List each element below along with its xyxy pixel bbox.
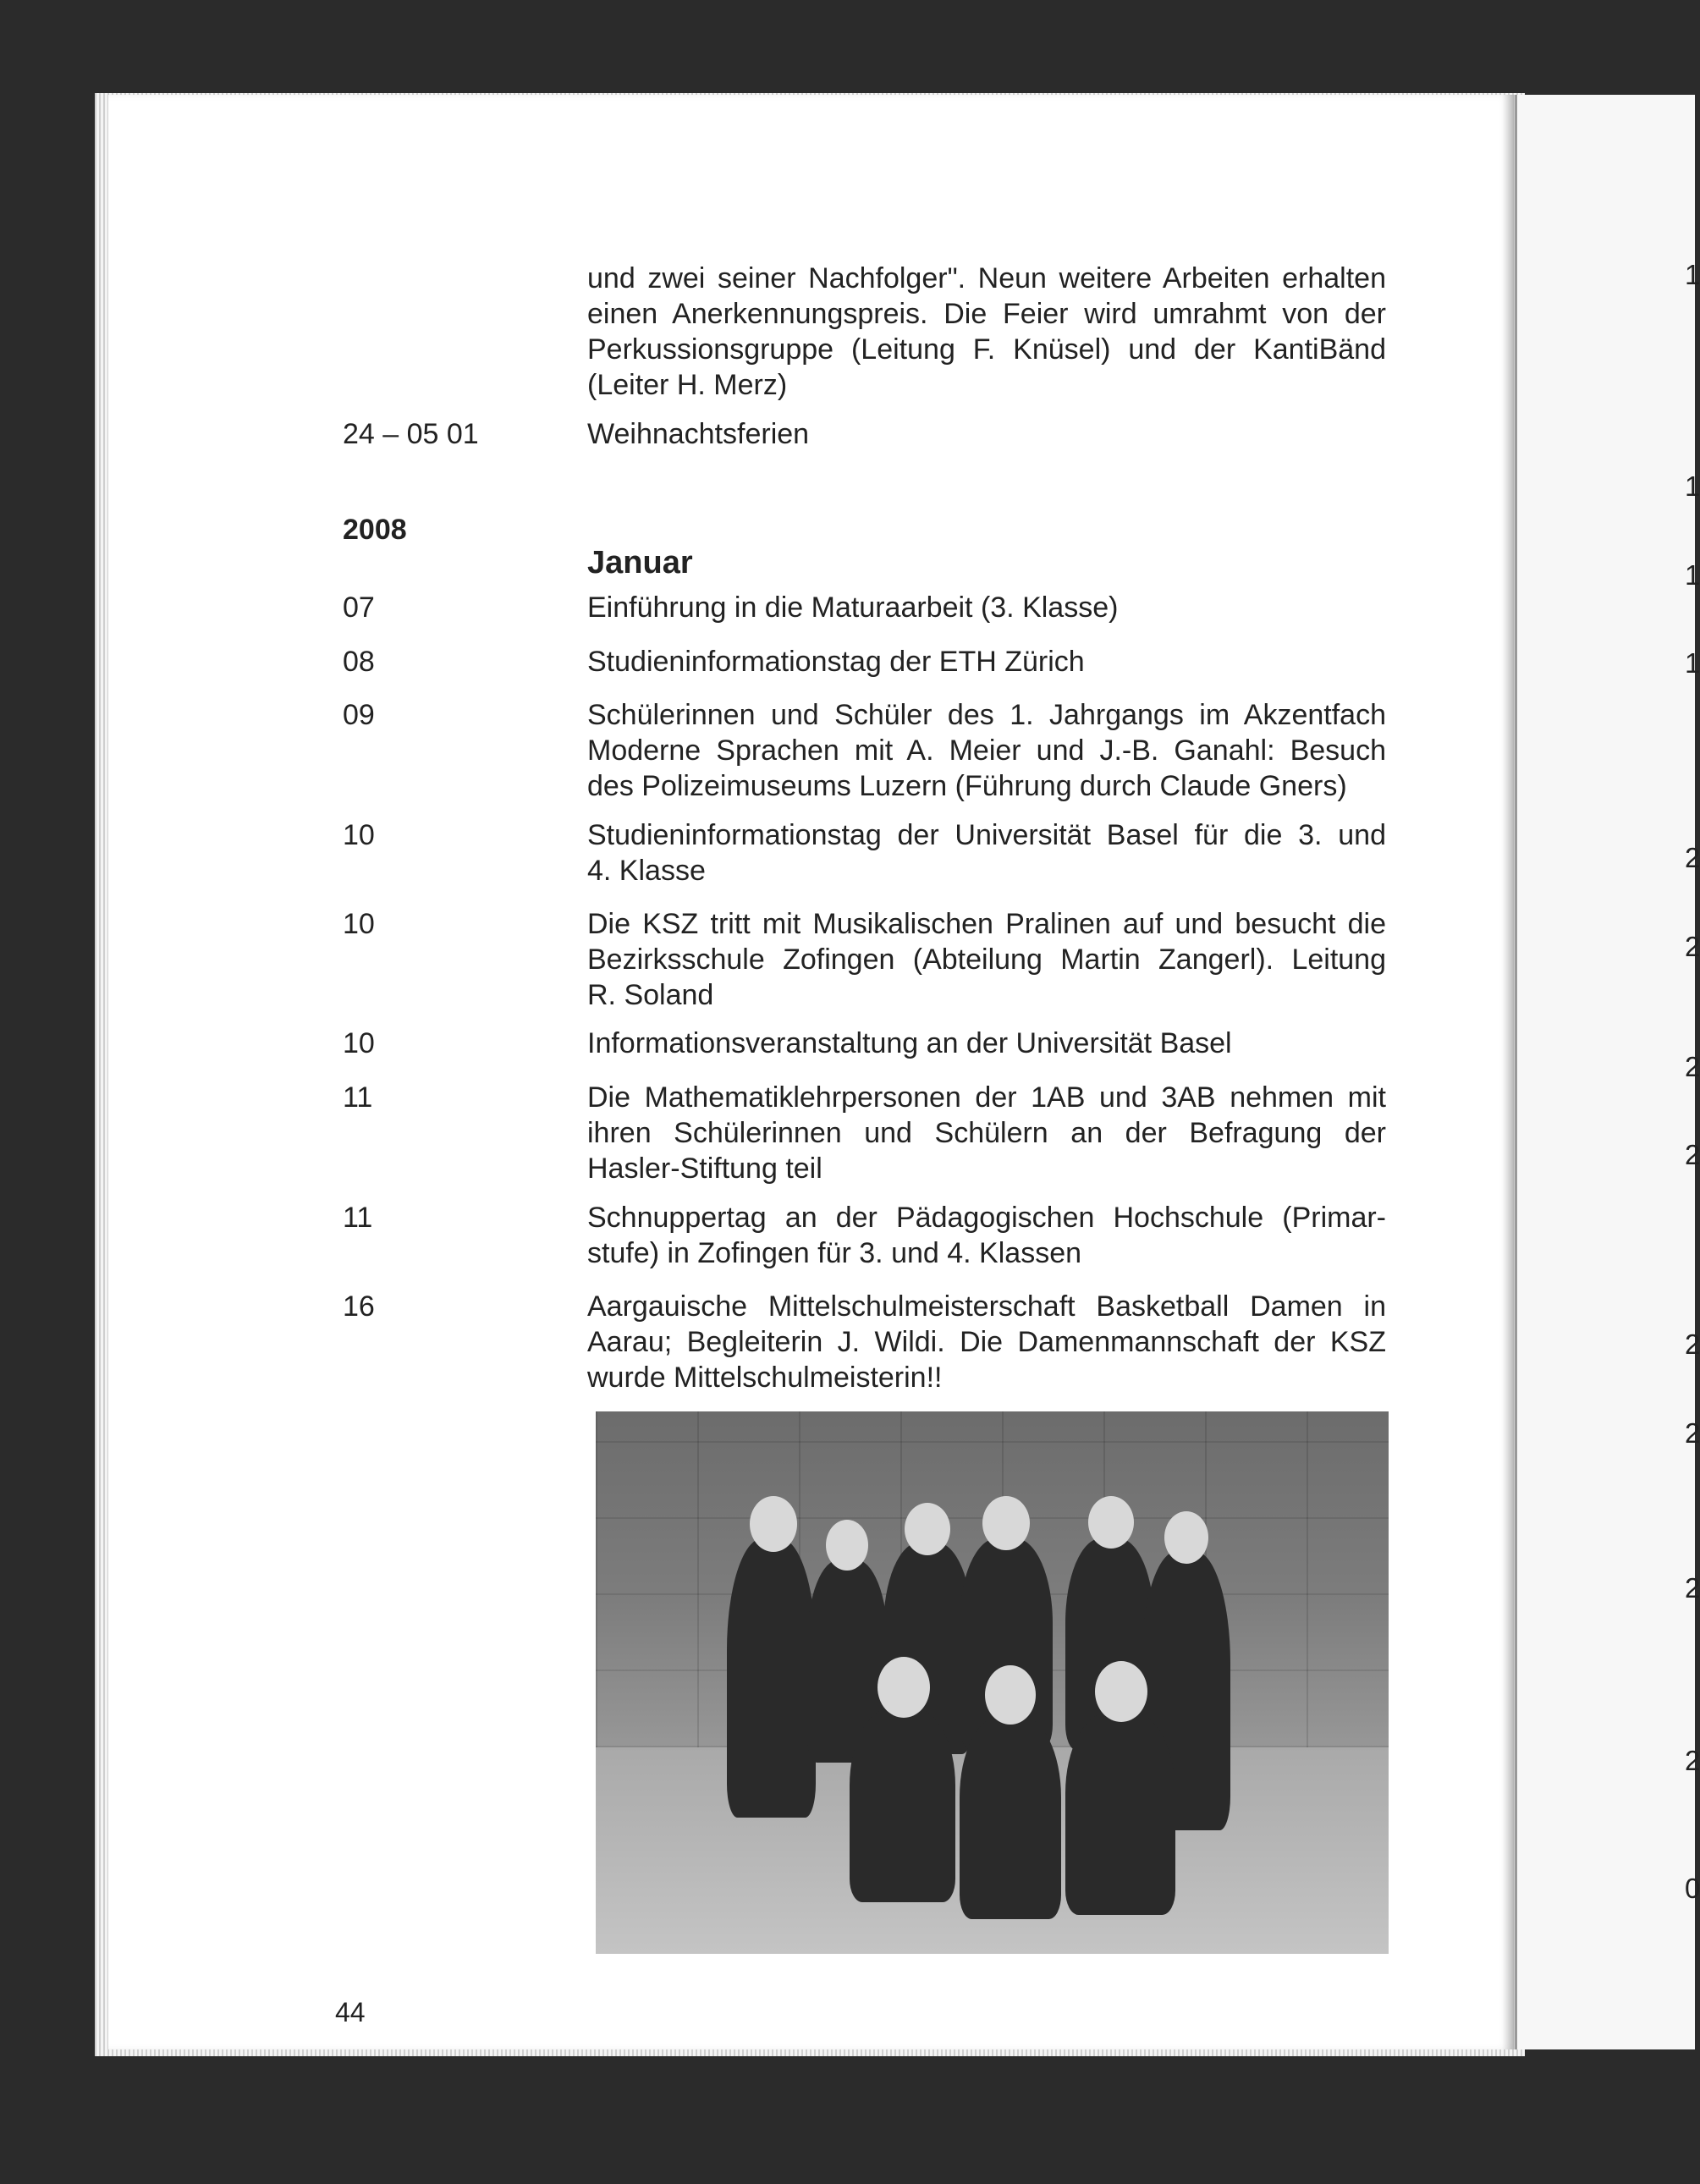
entry-date: 09: [343, 699, 375, 731]
entry-text: Aarau; Begleiterin J. Wildi. Die Damenmannschaft der KSZ: [587, 1326, 1386, 1358]
month-heading: Januar: [587, 545, 693, 580]
entry-text: wurde Mittelschulmeisterin!!: [587, 1362, 943, 1394]
photo-player-head: [905, 1503, 950, 1555]
intro-line: Perkussionsgruppe (Leitung F. Knüsel) und der KantiBänd: [587, 333, 1386, 366]
photo-player: [960, 1716, 1061, 1919]
intro-line: (Leiter H. Merz): [587, 369, 788, 401]
margin-digit: 2: [1685, 1329, 1700, 1360]
entry-text: Studieninformationstag der Universität Basel für die 3. und: [587, 819, 1386, 851]
photo-player-head: [1095, 1661, 1147, 1722]
photo-player-head: [985, 1665, 1036, 1725]
photo-player-head: [1164, 1511, 1208, 1564]
margin-digit: 1: [1685, 470, 1700, 502]
margin-digit: 1: [1685, 647, 1700, 679]
margin-digit: 2: [1685, 1139, 1700, 1170]
entry-text: des Polizeimuseums Luzern (Führung durch Claude Gners): [587, 770, 1347, 802]
team-photo: [596, 1411, 1389, 1954]
margin-digit: 2: [1685, 842, 1700, 873]
margin-digit: 2: [1685, 1572, 1700, 1604]
margin-digit: 2: [1685, 1051, 1700, 1082]
margin-digit: 2: [1685, 1745, 1700, 1776]
entry-text: R. Soland: [587, 979, 714, 1011]
entry-date: 07: [343, 591, 375, 624]
entry-text: Aargauische Mittelschulmeisterschaft Basketball Damen in: [587, 1290, 1386, 1323]
entry-text: Die Mathematiklehrpersonen der 1AB und 3AB nehmen mit: [587, 1081, 1386, 1114]
entry-text: Bezirksschule Zofingen (Abteilung Martin Zangerl). Leitung: [587, 943, 1386, 976]
year-heading: 2008: [343, 514, 407, 546]
photo-player: [850, 1708, 955, 1902]
entry-date: 10: [343, 819, 375, 851]
entry-text: Informationsveranstaltung an der Universität Basel: [587, 1027, 1232, 1059]
entry-text: 4. Klasse: [587, 855, 706, 887]
entry-text: Hasler-Stiftung teil: [587, 1153, 822, 1185]
margin-digit: 0: [1685, 1873, 1700, 1904]
photo-player: [1065, 1712, 1175, 1915]
entry-date: 08: [343, 646, 375, 678]
page-number: 44: [335, 1997, 366, 2027]
margin-digit: 2: [1685, 931, 1700, 962]
entry-text: Einführung in die Maturaarbeit (3. Klasse): [587, 591, 1119, 624]
holiday-text: Weihnachtsferien: [587, 418, 810, 450]
entry-text: Schnuppertag an der Pädagogischen Hochschule (Primar-: [587, 1202, 1386, 1234]
holiday-date: 24 – 05 01: [343, 418, 479, 450]
photo-player-head: [826, 1520, 868, 1571]
margin-digit: 2: [1685, 1417, 1700, 1449]
intro-line: einen Anerkennungspreis. Die Feier wird umrahmt von der: [587, 298, 1386, 330]
photo-player-head: [750, 1496, 797, 1552]
entry-date: 16: [343, 1290, 375, 1323]
entry-text: Moderne Sprachen mit A. Meier und J.-B. Ganahl: Besuch: [587, 734, 1386, 767]
photo-player-head: [878, 1657, 930, 1718]
margin-digit: 1: [1685, 259, 1700, 290]
entry-text: Die KSZ tritt mit Musikalischen Pralinen auf und besucht die: [587, 908, 1386, 940]
entry-text: Studieninformationstag der ETH Zürich: [587, 646, 1085, 678]
entry-text: Schülerinnen und Schüler des 1. Jahrgangs im Akzentfach: [587, 699, 1386, 731]
entry-date: 10: [343, 1027, 375, 1059]
intro-line: und zwei seiner Nachfolger". Neun weitere Arbeiten erhalten: [587, 262, 1386, 294]
entry-text: ihren Schülerinnen und Schülern an der Befragung der: [587, 1117, 1386, 1149]
photo-player-head: [982, 1496, 1030, 1550]
entry-date: 11: [343, 1202, 373, 1234]
entry-text: stufe) in Zofingen für 3. und 4. Klassen: [587, 1237, 1082, 1269]
entry-date: 10: [343, 908, 375, 940]
adjacent-page: [1515, 95, 1700, 2049]
photo-player-head: [1088, 1496, 1134, 1549]
entry-date: 11: [343, 1081, 373, 1114]
photo-player: [727, 1538, 816, 1818]
margin-digit: 1: [1685, 559, 1700, 591]
